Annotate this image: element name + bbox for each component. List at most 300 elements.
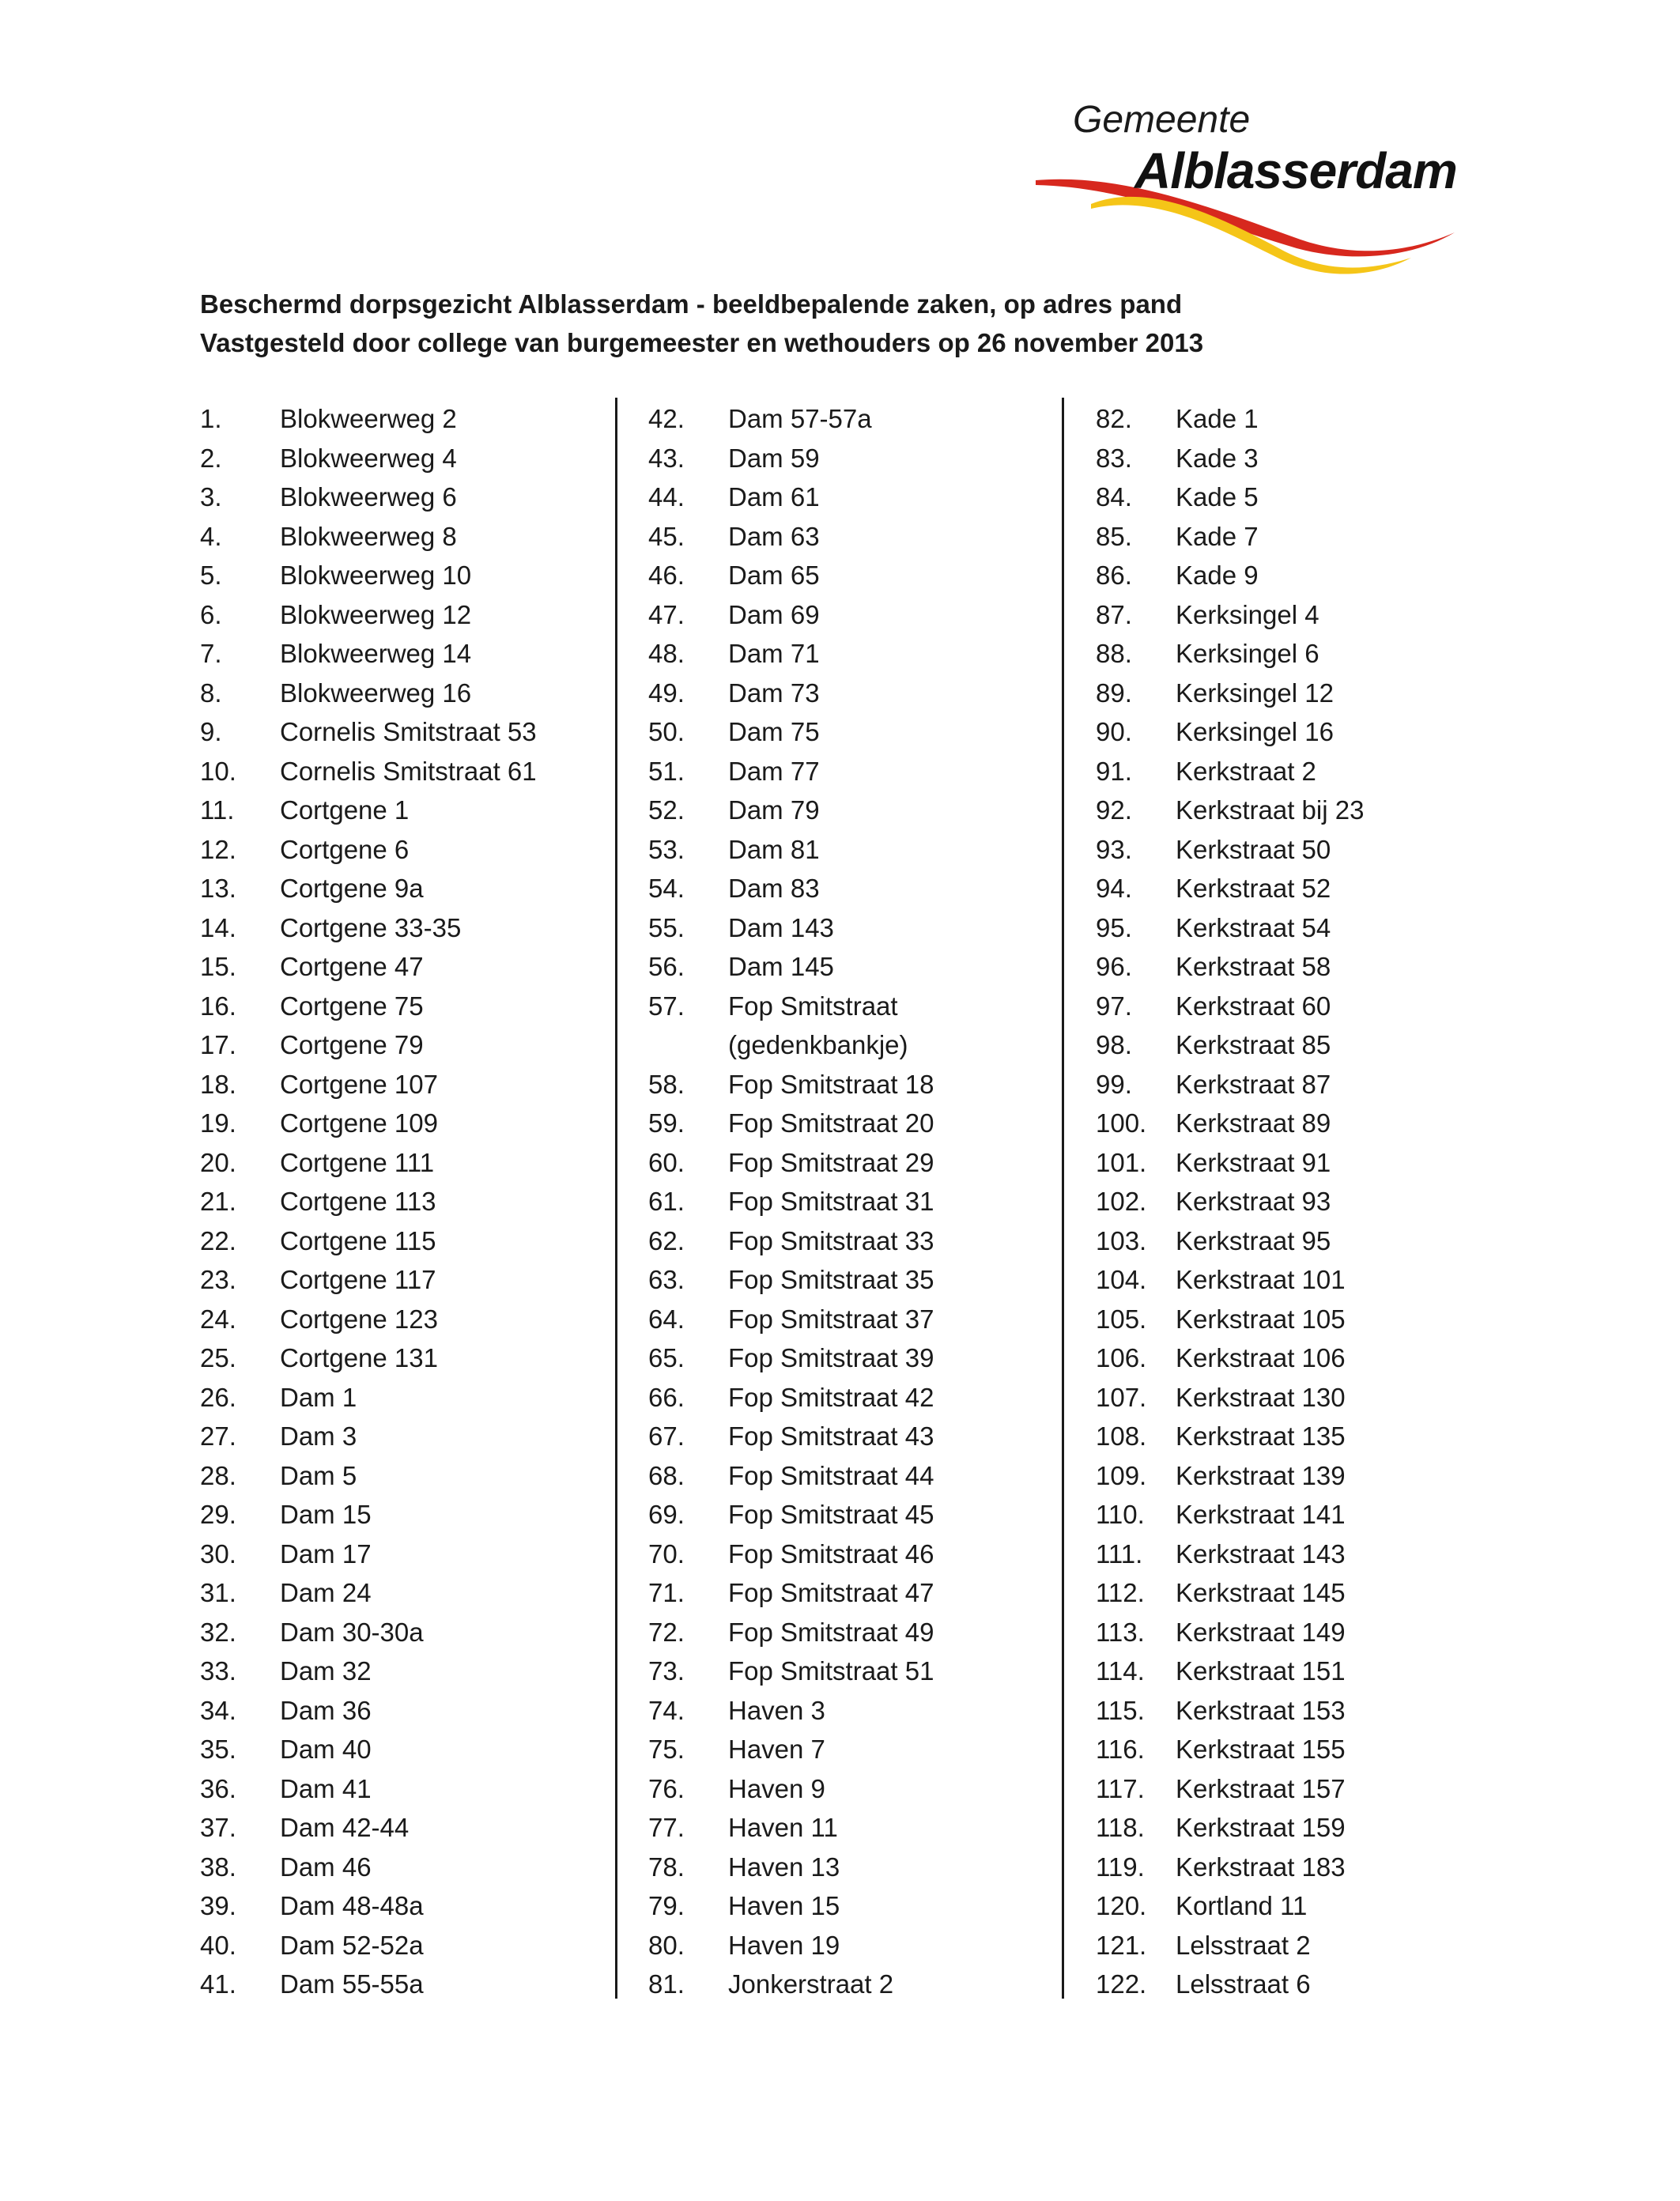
list-item-number: 5. (200, 561, 222, 590)
list-item-number: 52. (648, 795, 685, 825)
list-item-address: Haven 3 (728, 1695, 825, 1725)
list-item (200, 1969, 537, 2008)
list-item-number: 1. (200, 404, 222, 433)
list-item-number: 74. (648, 1695, 685, 1725)
list-item-address: Dam 40 (280, 1735, 372, 1764)
list-item-number: 42. (648, 404, 685, 433)
list-item-address: Blokweerweg 10 (280, 561, 472, 590)
list-item-number: 54. (648, 874, 685, 903)
heading-subtitle: Vastgesteld door college van burgemeester en wethouders op 26 november 2013 (200, 328, 1204, 357)
list-item-number: 84. (1096, 482, 1132, 512)
list-item (1096, 1382, 1364, 1421)
list-item-number: 14. (200, 912, 236, 942)
list-item-number: 116. (1096, 1735, 1145, 1764)
list-item-address: Dam 52-52a (280, 1930, 424, 1960)
list-item-number: 3. (200, 482, 222, 512)
list-item-number: 22. (200, 1225, 236, 1255)
list-item (648, 481, 934, 521)
list-item-address: Kerkstraat 139 (1176, 1460, 1346, 1490)
list-item-address: Kerkstraat 130 (1176, 1382, 1346, 1412)
list-item (648, 403, 934, 443)
list-item-address: Kerkstraat 50 (1176, 834, 1331, 864)
list-item-number: 23. (200, 1265, 236, 1294)
list-item-number: 68. (648, 1460, 685, 1490)
list-item-address: Fop Smitstraat 49 (728, 1617, 934, 1647)
list-item (200, 1890, 537, 1930)
list-item-number: 82. (1096, 404, 1132, 433)
list-item-address: Dam 75 (728, 717, 820, 746)
list-item-number: 18. (200, 1069, 236, 1099)
list-item (1096, 481, 1364, 521)
list-item-number: 75. (648, 1735, 685, 1764)
list-item (200, 1069, 537, 1108)
list-item (200, 834, 537, 874)
list-item-number: 28. (200, 1460, 236, 1490)
list-item-number: 88. (1096, 639, 1132, 668)
list-item-number: 19. (200, 1108, 236, 1138)
list-item-number: 89. (1096, 678, 1132, 708)
document-heading (200, 285, 1203, 362)
list-item-address: Blokweerweg 12 (280, 599, 472, 629)
list-item-address: Dam 59 (728, 443, 820, 473)
list-item-address: Fop Smitstraat 35 (728, 1265, 934, 1294)
list-item-address: Kerkstraat 60 (1176, 991, 1331, 1021)
list-item (1096, 716, 1364, 756)
list-item-number: 91. (1096, 756, 1132, 786)
list-item-number: 103. (1096, 1225, 1147, 1255)
list-item (200, 1225, 537, 1265)
list-item-address: Kerkstraat 85 (1176, 1030, 1331, 1059)
list-item (648, 1225, 934, 1265)
list-item (1096, 1225, 1364, 1265)
list-item (648, 1655, 934, 1695)
list-item-address: Cortgene 111 (280, 1147, 435, 1177)
list-item (200, 1499, 537, 1538)
list-item-address: Fop Smitstraat 45 (728, 1500, 934, 1529)
list-item (200, 1734, 537, 1773)
list-item (200, 1147, 537, 1187)
list-item-number: 119. (1096, 1852, 1145, 1882)
list-item (200, 481, 537, 521)
list-item (648, 1069, 934, 1108)
list-item (1096, 834, 1364, 874)
list-item (200, 951, 537, 991)
list-item-number: 10. (200, 756, 236, 786)
list-item (200, 795, 537, 834)
list-item-number: 121. (1096, 1930, 1147, 1960)
list-item-address: Kerkstraat 143 (1176, 1538, 1346, 1569)
list-item-number: 107. (1096, 1382, 1147, 1412)
list-item (200, 1538, 537, 1578)
list-item-address: Kerksingel 4 (1176, 599, 1319, 629)
list-item-address: Cornelis Smitstraat 53 (280, 717, 537, 746)
list-item-address: Kerkstraat 145 (1176, 1578, 1346, 1607)
list-item-number: 98. (1096, 1030, 1132, 1059)
list-item (648, 1382, 934, 1421)
list-item (1096, 873, 1364, 912)
list-item-number: 71. (648, 1578, 685, 1607)
list-item-address: Dam 48-48a (280, 1891, 424, 1920)
list-item-number: 31. (200, 1578, 236, 1607)
list-item-number: 6. (200, 599, 222, 629)
list-item-address: Kade 1 (1176, 404, 1259, 433)
list-item-address: Blokweerweg 16 (280, 678, 472, 708)
list-item (200, 1264, 537, 1304)
list-item-address: Blokweerweg 2 (280, 404, 457, 433)
list-item-address: Dam 41 (280, 1773, 372, 1803)
list-item-address: Fop Smitstraat 42 (728, 1382, 934, 1412)
list-item (200, 1342, 537, 1382)
list-item (648, 795, 934, 834)
list-item (1096, 1890, 1364, 1930)
list-item-address: Cortgene 75 (280, 991, 424, 1021)
list-item (1096, 1852, 1364, 1891)
list-item (1096, 1029, 1364, 1069)
list-item (200, 1930, 537, 1969)
list-item-address: Dam 30-30a (280, 1617, 424, 1647)
list-item-address: Cortgene 6 (280, 834, 410, 864)
list-item-address: Cortgene 47 (280, 952, 424, 981)
list-item-number: 95. (1096, 912, 1132, 942)
list-item (648, 1969, 934, 2008)
list-item (200, 991, 537, 1030)
list-item-number: 61. (648, 1187, 685, 1216)
list-item-number: 4. (200, 521, 222, 551)
list-item-number: 49. (648, 678, 685, 708)
list-item-address: Cortgene 123 (280, 1304, 438, 1334)
list-item-address: Fop Smitstraat 51 (728, 1656, 934, 1686)
list-item-address: Cortgene 107 (280, 1069, 438, 1099)
list-item-address: Dam 15 (280, 1500, 372, 1529)
column-divider (1062, 398, 1064, 1999)
list-item-address: Haven 15 (728, 1891, 840, 1920)
list-item-number: 13. (200, 874, 236, 903)
list-item-address: Cortgene 131 (280, 1343, 438, 1372)
list-item-address: Dam 1 (280, 1382, 357, 1412)
list-item-address: Kerkstraat 58 (1176, 952, 1331, 981)
list-item-address: Kerkstraat 141 (1176, 1500, 1346, 1529)
list-item (1096, 1069, 1364, 1108)
list-item-address: Kerkstraat 135 (1176, 1421, 1346, 1451)
list-item-address: Lelsstraat 6 (1176, 1969, 1311, 1999)
list-item-address: Kerkstraat bij 23 (1176, 795, 1365, 825)
list-item-number: 41. (200, 1969, 236, 1999)
list-item-number: 2. (200, 443, 222, 473)
list-item-number: 37. (200, 1813, 236, 1842)
list-item-number: 83. (1096, 443, 1132, 473)
list-item-number: 57. (648, 991, 685, 1021)
list-item-number: 43. (648, 443, 685, 473)
list-item-number: 21. (200, 1187, 236, 1216)
list-item-number: 69. (648, 1500, 685, 1529)
list-item-number: 85. (1096, 521, 1132, 551)
list-item (648, 873, 934, 912)
list-item (648, 756, 934, 795)
list-item-address: Dam 46 (280, 1852, 372, 1882)
list-item-address: Kerkstraat 91 (1176, 1147, 1331, 1177)
list-item-number: 106. (1096, 1343, 1147, 1372)
list-item-number: 63. (648, 1265, 685, 1294)
list-item-address: Cortgene 109 (280, 1108, 438, 1138)
list-item-number: 60. (648, 1147, 685, 1177)
list-item-address: Fop Smitstraat 33 (728, 1225, 934, 1255)
list-item-number: 112. (1096, 1578, 1145, 1607)
list-item-number: 110. (1096, 1500, 1145, 1529)
list-item-address: Fop Smitstraat 44 (728, 1460, 934, 1490)
list-item-address: Cortgene 9a (280, 874, 424, 903)
list-item (1096, 560, 1364, 599)
list-item-number: 25. (200, 1343, 236, 1372)
list-item-number: 36. (200, 1773, 236, 1803)
address-column-2 (648, 403, 934, 2008)
list-item-address: Dam 5 (280, 1460, 357, 1490)
list-item-number: 96. (1096, 952, 1132, 981)
list-item (1096, 1773, 1364, 1813)
list-item (648, 1108, 934, 1147)
list-item (1096, 1108, 1364, 1147)
list-item-number: 8. (200, 678, 222, 708)
list-item-address: Kerksingel 6 (1176, 639, 1319, 668)
list-item (648, 1304, 934, 1343)
list-item (1096, 1617, 1364, 1656)
list-item-number: 11. (200, 795, 235, 825)
list-item-address: Lelsstraat 2 (1176, 1930, 1311, 1960)
list-item (200, 873, 537, 912)
list-item-number: 17. (200, 1030, 236, 1059)
list-item-number: 62. (648, 1225, 685, 1255)
list-item (648, 1852, 934, 1891)
list-item-address: Kerkstraat 153 (1176, 1695, 1346, 1725)
list-item-address: Kerkstraat 89 (1176, 1108, 1331, 1138)
list-item (1096, 678, 1364, 717)
list-item-address: Kerkstraat 2 (1176, 756, 1316, 786)
list-item (200, 1695, 537, 1735)
list-item (648, 1499, 934, 1538)
list-item-address: Kerkstraat 183 (1176, 1852, 1346, 1882)
list-item (648, 560, 934, 599)
list-item (648, 1186, 934, 1225)
list-item (200, 1812, 537, 1852)
list-item-number: 45. (648, 521, 685, 551)
list-item-number: 38. (200, 1852, 236, 1882)
list-item (1096, 1421, 1364, 1460)
list-item-number: 78. (648, 1852, 685, 1882)
list-item-number: 117. (1096, 1773, 1145, 1803)
list-item-number: 79. (648, 1891, 685, 1920)
list-item (648, 638, 934, 678)
list-item-address: Cornelis Smitstraat 61 (280, 756, 537, 786)
list-item-number: 122. (1096, 1969, 1147, 1999)
logo-text-alblasserdam: Alblasserdam (1134, 142, 1457, 199)
list-item-number: 40. (200, 1930, 236, 1960)
list-item-address: Kade 7 (1176, 521, 1259, 551)
list-item-number: 115. (1096, 1695, 1145, 1725)
list-item-address: Kade 9 (1176, 561, 1259, 590)
list-item-address: Fop Smitstraat 39 (728, 1343, 934, 1372)
list-item-number: 114. (1096, 1656, 1145, 1686)
list-item (648, 951, 934, 991)
list-item-address: Dam 65 (728, 561, 820, 590)
list-item-number: 70. (648, 1538, 685, 1569)
list-item (648, 912, 934, 952)
list-item-number: 86. (1096, 561, 1132, 590)
list-item-address: Dam 24 (280, 1578, 372, 1607)
list-item-address: Fop Smitstraat 43 (728, 1421, 934, 1451)
list-item-address: Fop Smitstraat 37 (728, 1304, 934, 1334)
list-item-number: 104. (1096, 1265, 1147, 1294)
list-item (200, 599, 537, 639)
list-item (1096, 638, 1364, 678)
list-item-number: 35. (200, 1735, 236, 1764)
municipality-logo (1032, 93, 1459, 275)
list-item-address: Kerkstraat 54 (1176, 912, 1331, 942)
list-item-number: 53. (648, 834, 685, 864)
list-item-number: 105. (1096, 1304, 1147, 1334)
list-item (648, 1342, 934, 1382)
list-item (1096, 1460, 1364, 1500)
list-item (1096, 443, 1364, 482)
list-item (200, 443, 537, 482)
list-item-number: 56. (648, 952, 685, 981)
list-item-address: Kerkstraat 106 (1176, 1343, 1346, 1372)
list-item (200, 1617, 537, 1656)
list-item-number: 50. (648, 717, 685, 746)
list-item (200, 678, 537, 717)
list-item-number: 102. (1096, 1187, 1147, 1216)
list-item (648, 716, 934, 756)
list-item-number: 87. (1096, 599, 1132, 629)
logo-text-gemeente: Gemeente (1073, 99, 1251, 141)
list-item (1096, 1538, 1364, 1578)
list-item-number: 100. (1096, 1108, 1147, 1138)
list-item-address: Dam 32 (280, 1656, 372, 1686)
list-item (648, 521, 934, 561)
list-item-number: 20. (200, 1147, 236, 1177)
list-item (200, 403, 537, 443)
list-item-number: 94. (1096, 874, 1132, 903)
list-item-address: Fop Smitstraat 47 (728, 1578, 934, 1607)
list-item (1096, 1499, 1364, 1538)
list-item-number: 33. (200, 1656, 236, 1686)
list-item (648, 443, 934, 482)
list-item-address: Haven 7 (728, 1735, 825, 1764)
list-item (648, 1460, 934, 1500)
list-item-address: Kerkstraat 101 (1176, 1265, 1346, 1294)
list-item-number: 92. (1096, 795, 1132, 825)
list-item (1096, 991, 1364, 1030)
list-item (1096, 1147, 1364, 1187)
list-item (1096, 599, 1364, 639)
list-item (648, 1147, 934, 1187)
list-item-number: 39. (200, 1891, 236, 1920)
list-item-number: 72. (648, 1617, 685, 1647)
list-item-address: Kerksingel 12 (1176, 678, 1334, 708)
list-item (200, 912, 537, 952)
list-item (648, 1695, 934, 1735)
list-item-address: Dam 36 (280, 1695, 372, 1725)
list-item-number: 111. (1096, 1538, 1143, 1569)
list-item-number: 90. (1096, 717, 1132, 746)
list-item-address: Kerkstraat 151 (1176, 1656, 1346, 1686)
list-item (1096, 1969, 1364, 2008)
list-item-number: 51. (648, 756, 685, 786)
list-item-number: 101. (1096, 1147, 1147, 1177)
list-item-address: Kerksingel 16 (1176, 717, 1334, 746)
list-item-number: 66. (648, 1382, 685, 1412)
list-item-address: Haven 9 (728, 1773, 825, 1803)
list-item (648, 1538, 934, 1578)
list-item-address: Dam 17 (280, 1538, 372, 1569)
list-item (200, 1382, 537, 1421)
list-item (1096, 1264, 1364, 1304)
list-item (648, 991, 934, 1030)
list-item-address: Kerkstraat 52 (1176, 874, 1331, 903)
list-item (1096, 1304, 1364, 1343)
list-item-number: 48. (648, 639, 685, 668)
list-item-address: Kerkstraat 157 (1176, 1773, 1346, 1803)
list-item-address: Haven 13 (728, 1852, 840, 1882)
list-item-address: Dam 83 (728, 874, 820, 903)
list-item-number: 7. (200, 639, 222, 668)
list-item-number: 80. (648, 1930, 685, 1960)
list-item (648, 599, 934, 639)
list-item (200, 1304, 537, 1343)
list-item (1096, 403, 1364, 443)
list-item-number: 118. (1096, 1813, 1145, 1842)
list-item-address: Blokweerweg 6 (280, 482, 457, 512)
list-item-number: 76. (648, 1773, 685, 1803)
list-item (200, 560, 537, 599)
list-item (648, 1890, 934, 1930)
list-item (1096, 521, 1364, 561)
list-item (648, 1930, 934, 1969)
list-item (1096, 795, 1364, 834)
list-item-address: Blokweerweg 4 (280, 443, 457, 473)
list-item-number: 73. (648, 1656, 685, 1686)
list-item-address: Cortgene 113 (280, 1187, 436, 1216)
list-item-address: Blokweerweg 14 (280, 639, 472, 668)
list-item-number: 9. (200, 717, 222, 746)
list-item (1096, 1342, 1364, 1382)
list-item-number: 77. (648, 1813, 685, 1842)
list-item-address: Fop Smitstraat (728, 991, 898, 1021)
list-item (200, 1655, 537, 1695)
list-item (648, 834, 934, 874)
list-item-number: 34. (200, 1695, 236, 1725)
list-item-number: 58. (648, 1069, 685, 1099)
list-item (648, 1617, 934, 1656)
list-item (200, 1421, 537, 1460)
list-item (200, 1852, 537, 1891)
list-item (648, 1264, 934, 1304)
list-item-address: Dam 71 (728, 639, 820, 668)
list-item (1096, 951, 1364, 991)
list-item (648, 678, 934, 717)
list-item-address: Kerkstraat 155 (1176, 1735, 1346, 1764)
list-item-address: Dam 143 (728, 912, 834, 942)
list-item-address: Kade 3 (1176, 443, 1259, 473)
list-item-number: 30. (200, 1538, 236, 1569)
list-item-address: Kerkstraat 95 (1176, 1225, 1331, 1255)
list-item-address: Cortgene 117 (280, 1265, 436, 1294)
list-item (200, 756, 537, 795)
list-item-number: 97. (1096, 991, 1132, 1021)
list-item-address: Cortgene 1 (280, 795, 410, 825)
list-item-address: Dam 77 (728, 756, 820, 786)
list-item-address: Dam 81 (728, 834, 820, 864)
list-item (648, 1773, 934, 1813)
list-item (648, 1577, 934, 1617)
